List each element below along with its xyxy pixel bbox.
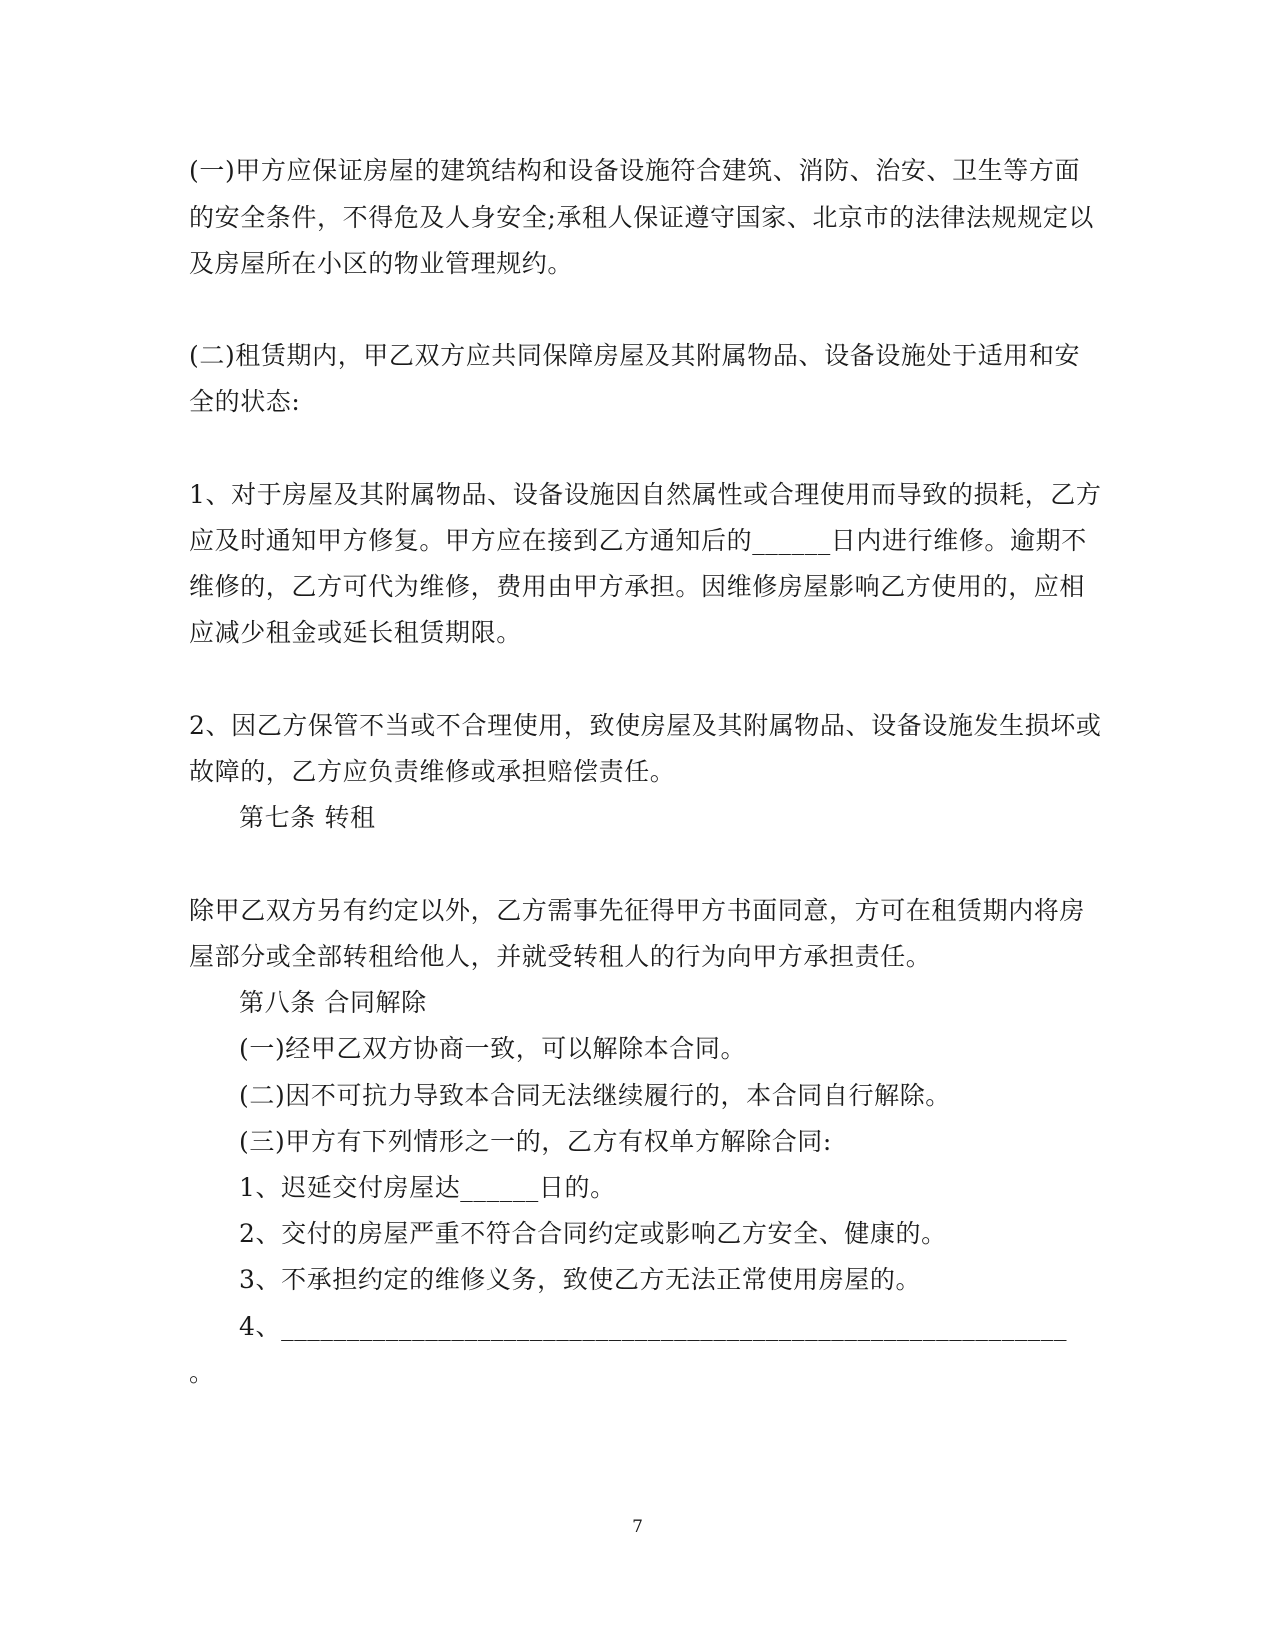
article-8-item-4-end: 。 <box>189 1358 215 1387</box>
article-8-item-3: 3、不承担约定的维修义务，致使乙方无法正常使用房屋的。 <box>239 1265 922 1294</box>
article-8-clause-3: (三)甲方有下列情形之一的，乙方有权单方解除合同: <box>239 1127 832 1156</box>
article-8-item-1: 1、迟延交付房屋达______日的。 <box>239 1173 616 1202</box>
article-8-item-2: 2、交付的房屋严重不符合合同约定或影响乙方安全、健康的。 <box>239 1219 947 1248</box>
clause-6-2-item-2-line-2: 故障的，乙方应负责维修或承担赔偿责任。 <box>189 757 676 786</box>
clause-6-1-line-2: 的安全条件，不得危及人身安全;承租人保证遵守国家、北京市的法律法规规定以 <box>189 203 1095 232</box>
article-7-heading: 第七条 转租 <box>239 803 376 832</box>
article-8-heading: 第八条 合同解除 <box>239 988 427 1017</box>
article-8-item-4: 4、____________________________________________________________ <box>239 1312 1068 1341</box>
clause-6-2-item-1-line-3: 维修的，乙方可代为维修，费用由甲方承担。因维修房屋影响乙方使用的，应相 <box>189 572 1086 601</box>
page-number: 7 <box>632 1517 643 1537</box>
article-8-clause-2: (二)因不可抗力导致本合同无法继续履行的，本合同自行解除。 <box>239 1081 951 1110</box>
article-7-line-1: 除甲乙双方另有约定以外，乙方需事先征得甲方书面同意，方可在租赁期内将房 <box>189 896 1086 925</box>
clause-6-2-item-1-line-2: 应及时通知甲方修复。甲方应在接到乙方通知后的______日内进行维修。逾期不 <box>189 526 1087 555</box>
clause-6-2-item-1-line-4: 应减少租金或延长租赁期限。 <box>189 618 522 647</box>
clause-6-1-line-1: (一)甲方应保证房屋的建筑结构和设备设施符合建筑、消防、治安、卫生等方面 <box>189 156 1081 185</box>
article-7-line-2: 屋部分或全部转租给他人，并就受转租人的行为向甲方承担责任。 <box>189 942 932 971</box>
clause-6-2-line-1: (二)租赁期内，甲乙双方应共同保障房屋及其附属物品、设备设施处于适用和安 <box>189 341 1081 370</box>
clause-6-1-line-3: 及房屋所在小区的物业管理规约。 <box>189 249 574 278</box>
clause-6-2-line-2: 全的状态: <box>189 387 301 416</box>
clause-6-2-item-2-line-1: 2、因乙方保管不当或不合理使用，致使房屋及其附属物品、设备设施发生损坏或 <box>189 711 1102 740</box>
clause-6-2-item-1-line-1: 1、对于房屋及其附属物品、设备设施因自然属性或合理使用而导致的损耗，乙方 <box>189 480 1102 509</box>
article-8-clause-1: (一)经甲乙双方协商一致，可以解除本合同。 <box>239 1034 747 1063</box>
